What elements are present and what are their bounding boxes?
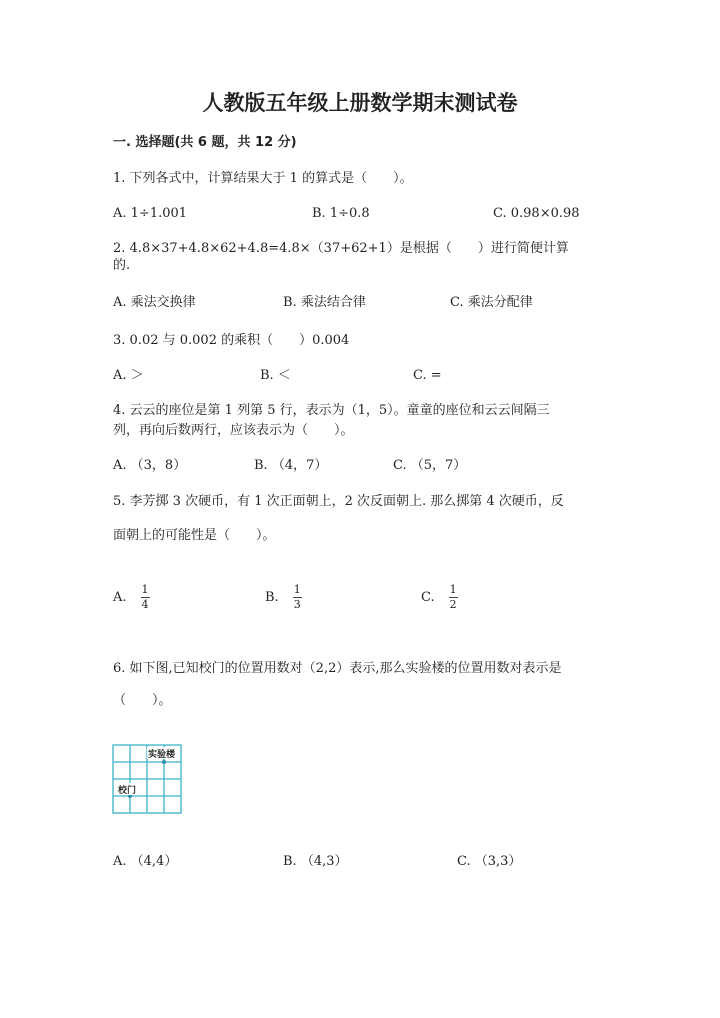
q2-option-a: A. 乘法交换律 — [113, 295, 196, 310]
q2-option-b: B. 乘法结合律 — [283, 295, 366, 310]
q3-option-b: B. ＜ — [260, 368, 291, 383]
q5-option-a: A. $\frac{1}{4}$ — [113, 583, 149, 611]
q4-option-b: B. （4，7） — [254, 458, 328, 473]
q2-option-c: C. 乘法分配律 — [450, 295, 533, 310]
question-5-stem: 5. 李芳掷 3 次硬币，有 1 次正面朝上，2 次反面朝上. 那么掷第 4 次硬币，反 — [113, 494, 564, 509]
fraction: $\frac{1}{2}$ — [449, 583, 457, 611]
q1-option-b: B. 1÷0.8 — [312, 206, 370, 221]
question-4-stem: 4. 云云的座位是第 1 列第 5 行，表示为（1，5）。童童的座位和云云间隔三 — [113, 403, 550, 418]
q3-option-c: C. = — [413, 368, 442, 383]
q1-option-c: C. 0.98×0.98 — [493, 206, 580, 221]
question-5-stem-cont: 面朝上的可能性是（ ）。 — [113, 528, 276, 543]
lab-point — [162, 760, 166, 764]
coordinate-grid-figure — [108, 740, 188, 820]
q5-option-c: C. $\frac{1}{2}$ — [421, 583, 457, 611]
fraction: $\frac{1}{4}$ — [141, 583, 149, 611]
page-title: 人教版五年级上册数学期末测试卷 — [202, 90, 518, 115]
q6-option-c: C. （3,3） — [457, 854, 522, 869]
question-1-stem: 1. 下列各式中，计算结果大于 1 的算式是（ ）。 — [113, 171, 413, 186]
q5-option-b: B. $\frac{1}{3}$ — [265, 583, 301, 611]
question-6-stem-cont: （ ）。 — [113, 693, 172, 708]
q4-option-a: A. （3，8） — [113, 458, 187, 473]
lab-label: 实验楼 — [148, 750, 176, 760]
question-2-stem-cont: 的. — [113, 258, 131, 273]
q6-option-b: B. （4,3） — [283, 854, 348, 869]
question-6-stem: 6. 如下图,已知校门的位置用数对（2,2）表示,那么实验楼的位置用数对表示是 — [113, 661, 562, 676]
q4-option-c: C. （5，7） — [393, 458, 467, 473]
section-heading: 一. 选择题(共 6 题，共 12 分) — [113, 135, 297, 150]
question-3-stem: 3. 0.02 与 0.002 的乘积（ ）0.004 — [113, 333, 350, 348]
q6-option-a: A. （4,4） — [113, 854, 178, 869]
fraction: $\frac{1}{3}$ — [293, 583, 301, 611]
question-2-stem: 2. 4.8×37+4.8×62+4.8=4.8×（37+62+1）是根据（ ）进行简便计算 — [113, 241, 569, 256]
gate-label: 校门 — [118, 786, 137, 796]
q3-option-a: A. ＞ — [113, 368, 144, 383]
q1-option-a: A. 1÷1.001 — [113, 206, 188, 221]
question-4-stem-cont: 列，再向后数两行，应该表示为（ ）。 — [113, 423, 354, 438]
